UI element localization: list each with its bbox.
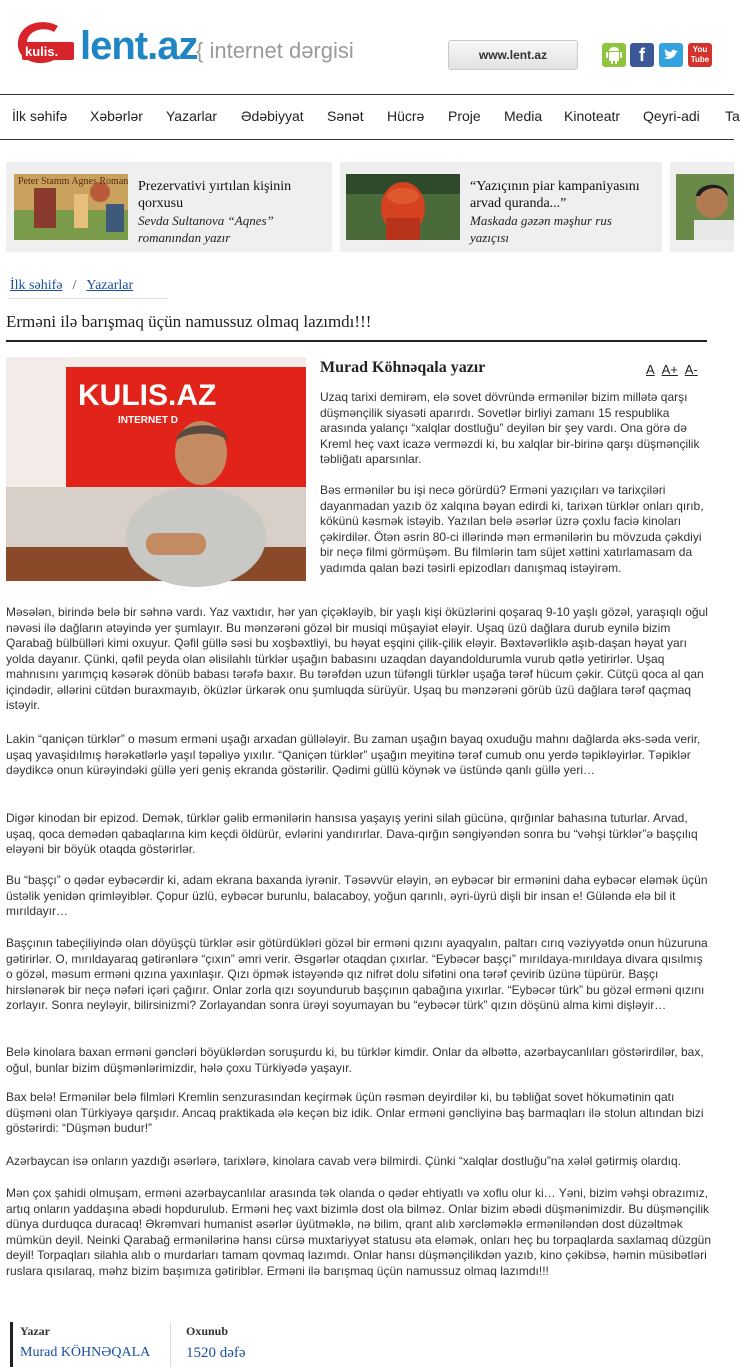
breadcrumb bbox=[10, 278, 133, 294]
nav-item-art[interactable]: Sənət bbox=[327, 108, 364, 124]
body-paragraph: Bu “başçı” o qədər eybəcərdir ki, adam ekrana baxanda iyrənir. Təsəvvür eləyin, ən eybəcər bir ermənini daha eybəcər eləmək üçün üstəlik yenidən qrimləyiblər. Çopur üzlü, eybəcər burunlu, balacaboy, yoğun qarınlı, əyri-üyrü dişli bir insan e! Güləndə elə bil it mırıldayır… bbox=[6, 873, 708, 918]
body-paragraph: Bax belə! Ermənilər belə filmləri Kremlin senzurasından keçirmək üçün rəsmən deyirdilər ki, bu təbliğat sovet hökumətinin qatı düşməni olan Türkiyəyə qarşıdır. Ancaq praktikada ələ keçən biz idik. Onlar erməni gəncliyinə baş barmaqları ilə stolun altından bizi göstərirdi: “Düşmən budur!” bbox=[6, 1090, 704, 1135]
logo-lent-text[interactable]: lent.az bbox=[80, 24, 198, 68]
site-header bbox=[0, 0, 734, 90]
nav-item-cell[interactable]: Hücrə bbox=[387, 108, 425, 124]
font-size-normal-button[interactable]: A bbox=[646, 362, 655, 377]
nav-item-cinema[interactable]: Kinoteatr bbox=[564, 108, 621, 124]
font-size-controls bbox=[646, 362, 702, 377]
body-paragraph: Başçının tabeçiliyində olan döyüşçü türklər əsir götürdükləri gözəl bir erməni qızını ayaqyalın, paltarı cırıq vəziyyətdə onun hüzuruna gətirirlər. O, mırıldayaraq gətirənlərə “çıxın” əmri verir. Əsgərlər otaqdan çıxırlar. “Eybəcər başçı” mırıldaya-mırıldaya divara qısılmış o gözəl, məsum erməni qızına yaxınlaşır. Qızı öpmək istəyəndə qız nifrət dolu sifətini ona tərəf çevirib üzünə tüpürür. Başçı hirslənərək bir neçə nəfəri içəri çağırır. Onlar zorla qızı soyundurub başçının qabağına yıxırlar. “Eybəcər türk” bu gözəl erməni qızını zorlayır. Sonra neyləyir, bilirsinizmi? Zorlayandan sonra ürəyi soyumayan bu “eybəcər türk” qızın döşünü alma kimi dişləyir… bbox=[6, 936, 708, 1012]
lent-site-button[interactable]: www.lent.az bbox=[448, 40, 578, 70]
body-paragraph: Mən çox şahidi olmuşam, erməni azərbaycanlılar arasında tək olanda o qədər ehtiyatlı və xoflu olur ki… Yəni, bizim vəhşi obrazımız, artıq onların yaddaşına əbədi hopdurulub. Erməni heç vaxt bizimlə dost ola bilməz. Onlar bizim əbədi düşmənimizdir. Bu düşmənçilik dünya durduqca duracaq! Əkrəmvari humanist əsərlər üyütməklə, nə bilim, qrant alıb xərcləməklə erməniləndən dost düzəltmək mümkün deyil. Neinki Qarabağ ermənilərinə hansı cürsə muxtariyyət statusu əta eləmək, onları heç bu torpaqlarda saxlamaq düzgün deyil! Torpaqları silahla alıb o murdarları tamam qovmaq lazımdı. Onlar hansı düşmənçilikdən yazıb, kino çəkibsə, həmin müsibətləri ruslara qısılaraq, məhz bizim başımıza gətiriblər. Erməni ilə barışmaq üçün namussuz olmaq lazımdı!!! bbox=[6, 1186, 712, 1278]
photo-sign-text: KULIS.AZ bbox=[78, 379, 217, 412]
meta-accent-bar bbox=[10, 1322, 13, 1367]
author-heading: Murad Köhnəqala yazır bbox=[320, 359, 486, 376]
nav-item-unusual[interactable]: Qeyri-adi bbox=[643, 108, 700, 124]
nav-item-news[interactable]: Xəbərlər bbox=[90, 108, 143, 124]
font-size-increase-button[interactable]: A+ bbox=[661, 362, 678, 377]
teaser-thumbnail[interactable] bbox=[676, 174, 734, 240]
breadcrumb-separator: / bbox=[72, 278, 77, 293]
nav-item-project[interactable]: Proje bbox=[448, 108, 481, 124]
body-paragraph: Lakin “qaniçən türklər” o məsum erməni uşağı arxadan güllələyir. Bu zaman uşağın bayaq oxuduğu mahnı dağlarda əks-səda verir, uşaq yavaşidılmış hərəkətlərlə yaşıl təpəliyə yıxılır. “Qaniçən türklər” uşağın meyitinə tərəf cumub onu yerdə təpikləyirlər. Təpiklər dəydikcə onun kürəyindəki güllə yeri geniş ekranda göstərilir. Qədimi güllü köynək və üstündə qanlı güllə yeri… bbox=[6, 732, 701, 777]
body-paragraph: Belə kinolara baxan erməni gəncləri böyüklərdən soruşurdu ki, bu türklər kimdir. Onlar da əlbəttə, azərbaycanlıları göstərirdilər, bax, oğul, bunlar bizim düşmənlərimizdir, hələ çoxu Türkiyədə yaşayır. bbox=[6, 1045, 704, 1075]
body-paragraph: Məsələn, birində belə bir səhnə vardı. Yaz vaxtıdır, hər yan çiçəkləyib, bir yaşlı kişi öküzlərini qoşaraq 9-10 yaşlı gözəl, yaraşıqlı oğul nəvəsi ilə dağların ətəyində yer şumlayır. Bu mənzərəni gözəl bir musiqi müşayiət eləyir. Uşaq üzü dağlara durub eynilə bizim Qarabağ bülbülləri kimi oxuyur. Qəfil güllə səsi bu xoşbəxtliyi, bu həyat eşqini çilik-çilik eləyir. Bəxtəvərliklə aşıb-daşan həyat yarı yolda dayanır. Çünki, qəfil peyda olan əlisilahlı türklər uşağın babasını uzaqdan dayandoldurumla vurub qətlə yetirirlər. Uşaq mahnısını yarımçıq kəsərək dönüb babası tərəfə baxır. Bu tərəfdən uzun tüfəngli türklər uşağa tərəf hücum çəkir. Cütçü qoca al qan içindədir, əllərini cütdən buraxmayıb, öküzlər ürkərək onu şumluqda sürüyür. Uşaq bu mənzərəni görüb üzü dağlara tərəf qaçmaq istəyir. bbox=[6, 605, 708, 712]
photo-sign-sub: INTERNET D bbox=[118, 415, 178, 426]
meta-views-label: Oxunub bbox=[186, 1324, 229, 1338]
youtube-icon[interactable]: You Tube bbox=[688, 43, 712, 67]
teaser-thumbnail[interactable] bbox=[14, 174, 128, 240]
site-tagline: { internet dərgisi bbox=[196, 38, 354, 63]
article-meta bbox=[0, 1318, 734, 1367]
android-icon[interactable] bbox=[602, 43, 626, 67]
nav-item-media[interactable]: Media bbox=[504, 108, 543, 124]
meta-views-value: 1520 dəfə bbox=[186, 1345, 246, 1361]
lead-paragraph: Uzaq tarixi demirəm, elə sovet dövründə ermənilər bizim millətə qarşı düşmənçilik siyasəti aparırdı. Sovetlər birliyi zamanı 15 respublika arasında yalançı “xalqlar dostluğu” deyilən bir şey vardı. Ona görə də Kreml heç vaxt icazə verməzdi ki, bu xalqlar bir-birinə qarşı düşmənçilik təbliğatı aparsınlar. bbox=[320, 390, 700, 466]
teaser-thumbnail[interactable] bbox=[346, 174, 460, 240]
body-paragraph: Azərbaycan isə onların yazdığı əsərlərə, tarixlərə, kinolara cavab verə bilmirdi. Çünki “xalqlar dostluğu”na xələl gətirmiş olardıq. bbox=[6, 1154, 681, 1168]
meta-author-link[interactable]: Murad KÖHNƏQALA bbox=[20, 1345, 151, 1360]
kulis-logo-icon[interactable] bbox=[14, 20, 76, 66]
main-nav bbox=[0, 94, 740, 140]
body-paragraph: Digər kinodan bir epizod. Demək, türklər gəlib ermənilərin hansısa yaşayış yerini silah gücünə, qırğınlar bahasına tuturlar. Arvad, uşaq, qoca demədən qabaqlarına kim keçdi öldürür, evlərini yandırırlar. Dava-qırğın səngiyəndən sonra bu “vəhşi türklər”ə başçılıq eləyəni bir böyük otaqda göstərirlər. bbox=[6, 811, 698, 856]
breadcrumb-home-link[interactable]: İlk səhifə bbox=[10, 278, 63, 293]
meta-views bbox=[186, 1324, 246, 1362]
nav-item-literature[interactable]: Ədəbiyyat bbox=[241, 108, 304, 124]
twitter-icon[interactable] bbox=[659, 43, 683, 67]
teaser-thumb-text: Peter Stamm Agnes Roman bbox=[18, 176, 129, 187]
author-photo bbox=[6, 357, 306, 581]
teaser-subtitle: Sevda Sultanova “Aqnes” romanından yazır bbox=[138, 213, 274, 245]
nav-item-authors[interactable]: Yazarlar bbox=[166, 108, 218, 124]
lead-paragraph: Bəs ermənilər bu işi necə görürdü? Erməni yazıçıları və tarixçiləri dayanmadan yazıb öz xalqına bəyan edirdi ki, tarixən türklər onları qırıb, kökünü kəsmək istəyib. Yazılan belə əsərlər üzrə çoxlu faciə kinoları çəkirdilər. Ötən əsrin 80-ci illərində mən ermənilərin bu mövzuda çəkdiyi bir neçə filmi görmüşəm. Bu filmlərin tam süjet xəttini xatırlamasam da yadımda qalan bəzi təsirli epizodları danışmaq istəyirəm. bbox=[320, 483, 704, 575]
meta-author-label: Yazar bbox=[20, 1324, 50, 1338]
teaser-title[interactable]: Prezervativi yırtılan kişinin qorxusu bbox=[138, 179, 292, 211]
meta-divider bbox=[170, 1322, 171, 1367]
article-title: Erməni ilə barışmaq üçün namussuz olmaq lazımdı!!! bbox=[6, 312, 372, 331]
meta-author bbox=[20, 1324, 150, 1361]
teaser-card[interactable] bbox=[6, 162, 332, 252]
teaser-card-partial[interactable] bbox=[670, 162, 734, 252]
teaser-subtitle: Maskada gəzən məşhur rus yazıçısı bbox=[470, 213, 612, 245]
breadcrumb-divider bbox=[8, 298, 168, 299]
teaser-card[interactable] bbox=[340, 162, 662, 252]
facebook-icon[interactable]: f bbox=[630, 43, 654, 67]
teaser-title[interactable]: “Yazıçının piar kampaniyasını arvad quranda...” bbox=[470, 179, 640, 211]
logo-kulis-text: kulis. bbox=[25, 44, 59, 59]
font-size-decrease-button[interactable]: A- bbox=[684, 362, 698, 377]
nav-item-home[interactable]: İlk səhifə bbox=[12, 108, 68, 124]
nav-item-more[interactable]: Ta bbox=[725, 108, 740, 124]
breadcrumb-section-link[interactable]: Yazarlar bbox=[86, 278, 134, 293]
teaser-strip bbox=[0, 162, 734, 254]
title-divider bbox=[6, 340, 707, 342]
